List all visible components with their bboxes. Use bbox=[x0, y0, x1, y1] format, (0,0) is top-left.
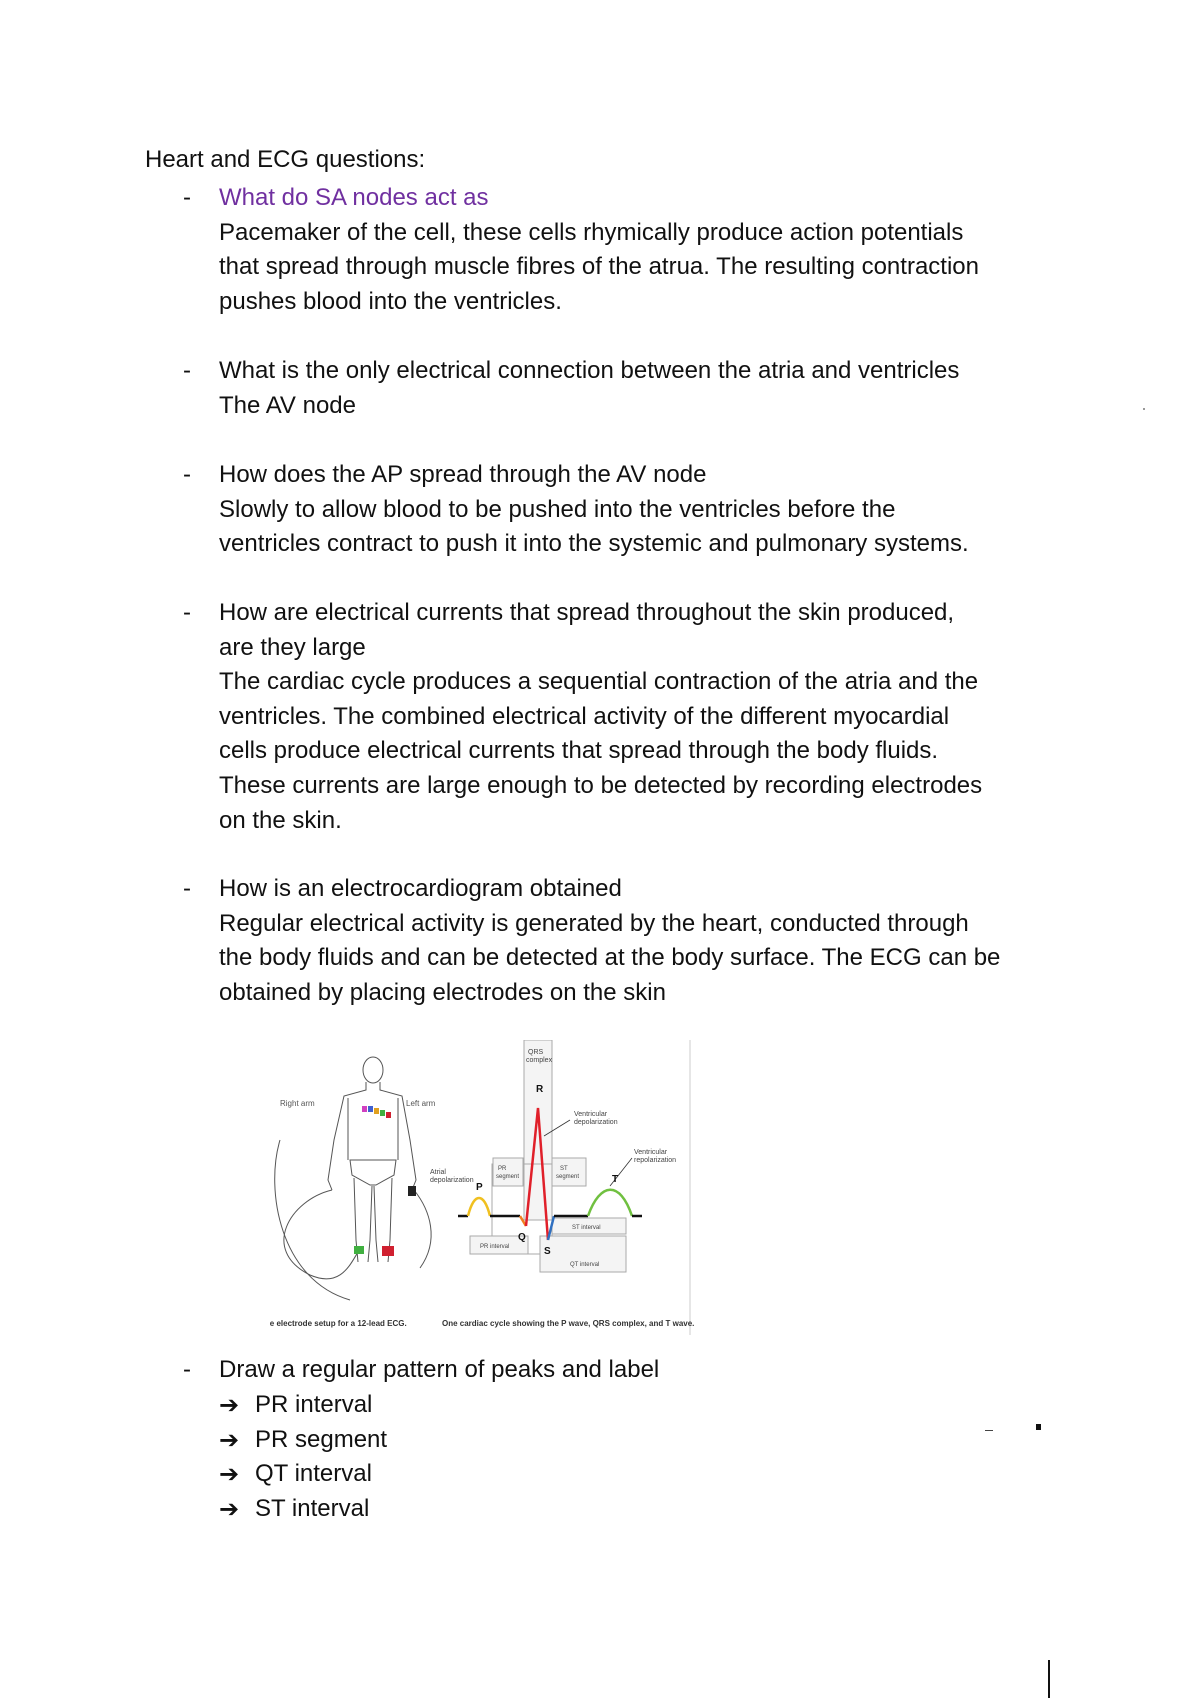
list-item-label: PR segment bbox=[255, 1425, 388, 1453]
answer-line: Pacemaker of the cell, these cells rhymically produce action potentials bbox=[219, 218, 964, 246]
electrode-red-icon bbox=[382, 1246, 394, 1256]
answer-line: The cardiac cycle produces a sequential contraction of the atria and the bbox=[219, 668, 979, 696]
list-dash: - bbox=[183, 875, 191, 902]
question-text: What is the only electrical connection between the atria and ventricles bbox=[219, 357, 960, 384]
arrow-right-icon: ➔ bbox=[219, 1494, 240, 1523]
list-dash: - bbox=[183, 184, 191, 211]
label-vent-repol: repolarization bbox=[634, 1157, 677, 1164]
page-heading: Heart and ECG questions: bbox=[145, 146, 426, 173]
text-cursor-mark bbox=[1048, 1660, 1050, 1698]
list-item bbox=[219, 1388, 387, 1423]
label-atrial-depol: Atrial bbox=[430, 1169, 446, 1176]
label-q: Q bbox=[518, 1232, 526, 1243]
list-dash: - bbox=[183, 357, 191, 384]
chest-electrode-icon bbox=[362, 1106, 367, 1112]
answer-line: obtained by placing electrodes on the skin bbox=[219, 978, 666, 1006]
stray-mark bbox=[1143, 408, 1145, 410]
label-p: P bbox=[476, 1182, 483, 1193]
head-shape bbox=[363, 1057, 383, 1083]
ecg-figure-svg bbox=[270, 1040, 750, 1335]
answer-line: the body fluids and can be detected at the body surface. The ECG can be bbox=[219, 944, 1001, 972]
arrow-right-icon: ➔ bbox=[219, 1391, 240, 1419]
label-vent-repol: Ventricular bbox=[634, 1149, 668, 1156]
answer-line: These currents are large enough to be detected by recording electrodes bbox=[219, 771, 983, 799]
question-block-av-connection bbox=[183, 354, 1083, 423]
label-vent-depol: depolarization bbox=[574, 1119, 618, 1126]
st-segment-box bbox=[552, 1158, 586, 1186]
question-text: Draw a regular pattern of peaks and label bbox=[219, 1356, 660, 1383]
list-item-label: PR interval bbox=[255, 1391, 373, 1418]
label-pr-segment: segment bbox=[496, 1174, 520, 1180]
chest-electrode-icon bbox=[368, 1106, 373, 1112]
question-block-skin-currents bbox=[183, 596, 1083, 838]
label-pr-segment: PR bbox=[498, 1166, 507, 1172]
list-dash: - bbox=[183, 1356, 191, 1383]
label-st-interval: ST interval bbox=[572, 1225, 601, 1231]
stray-mark bbox=[985, 1430, 993, 1431]
label-qrs-complex: complex bbox=[526, 1057, 553, 1064]
briefs-shape bbox=[350, 1160, 396, 1185]
list-item-label: QT interval bbox=[255, 1460, 372, 1488]
lead-wire-right bbox=[414, 1190, 431, 1268]
list-item-label: ST interval bbox=[255, 1494, 370, 1522]
question-text: How does the AP spread through the AV node bbox=[219, 461, 707, 488]
ecg-diagram bbox=[430, 1040, 694, 1335]
question-block-av-spread bbox=[183, 458, 1083, 562]
p-wave bbox=[468, 1198, 490, 1216]
pr-segment-box bbox=[493, 1158, 523, 1186]
question-text: How are electrical currents that spread throughout the skin produced, bbox=[219, 599, 955, 626]
answer-line: pushes blood into the ventricles. bbox=[219, 287, 562, 315]
list-item bbox=[219, 1492, 387, 1527]
question-text-continued: are they large bbox=[219, 633, 366, 661]
label-qrs-complex: QRS bbox=[528, 1049, 544, 1056]
body-illustration bbox=[275, 1057, 431, 1300]
answer-line: Slowly to allow blood to be pushed into the ventricles before the bbox=[219, 495, 896, 523]
label-vent-depol: Ventricular bbox=[574, 1111, 608, 1118]
t-wave bbox=[588, 1190, 632, 1216]
label-pr-interval: PR interval bbox=[480, 1244, 510, 1250]
answer-line: on the skin. bbox=[219, 806, 342, 834]
label-qt-interval: QT interval bbox=[570, 1262, 600, 1268]
arrow-list bbox=[219, 1388, 387, 1526]
label-r: R bbox=[536, 1084, 544, 1095]
label-atrial-depol: depolarization bbox=[430, 1177, 474, 1184]
question-text: What do SA nodes act as bbox=[219, 184, 489, 211]
arrow-right-icon: ➔ bbox=[219, 1425, 240, 1454]
ecg-figure bbox=[270, 1040, 750, 1335]
question-text: How is an electrocardiogram obtained bbox=[219, 875, 622, 902]
electrode-green-icon bbox=[354, 1246, 364, 1254]
question-block-ecg-obtained bbox=[183, 872, 1083, 1010]
chest-electrode-icon bbox=[386, 1112, 391, 1118]
answer-line: ventricles. The combined electrical activity of the different myocardial bbox=[219, 702, 950, 730]
label-s: S bbox=[544, 1246, 551, 1257]
list-item bbox=[219, 1457, 387, 1492]
answer-line: cells produce electrical currents that spread through the body fluids. bbox=[219, 737, 939, 765]
label-right-arm: Right arm bbox=[280, 1099, 315, 1108]
label-left-arm: Left arm bbox=[406, 1099, 436, 1108]
list-item bbox=[219, 1423, 387, 1458]
right-caption: One cardiac cycle showing the P wave, QRS complex, and T wave. bbox=[442, 1319, 695, 1328]
left-caption: The electrode setup for a 12-lead ECG. bbox=[270, 1319, 407, 1328]
stray-mark bbox=[1036, 1424, 1041, 1430]
answer-line: Regular electrical activity is generated by the heart, conducted through bbox=[219, 909, 969, 937]
label-st-segment: segment bbox=[556, 1174, 580, 1180]
answer-line: that spread through muscle fibres of the atrua. The resulting contraction bbox=[219, 253, 979, 281]
label-t: T bbox=[612, 1174, 619, 1185]
label-st-segment: ST bbox=[560, 1166, 568, 1172]
question-block-draw-pattern bbox=[183, 1353, 1083, 1388]
chest-electrode-icon bbox=[380, 1110, 385, 1116]
arms-shape bbox=[328, 1082, 416, 1190]
lead-wire-left bbox=[284, 1190, 358, 1279]
electrode-clip-icon bbox=[408, 1186, 416, 1196]
list-dash: - bbox=[183, 599, 191, 626]
chest-electrode-icon bbox=[374, 1108, 379, 1114]
answer-line: ventricles contract to push it into the systemic and pulmonary systems. bbox=[219, 530, 969, 558]
answer-line: The AV node bbox=[219, 391, 356, 419]
arrow-right-icon: ➔ bbox=[219, 1460, 240, 1489]
question-block-sa-node bbox=[183, 181, 1083, 319]
list-dash: - bbox=[183, 461, 191, 488]
